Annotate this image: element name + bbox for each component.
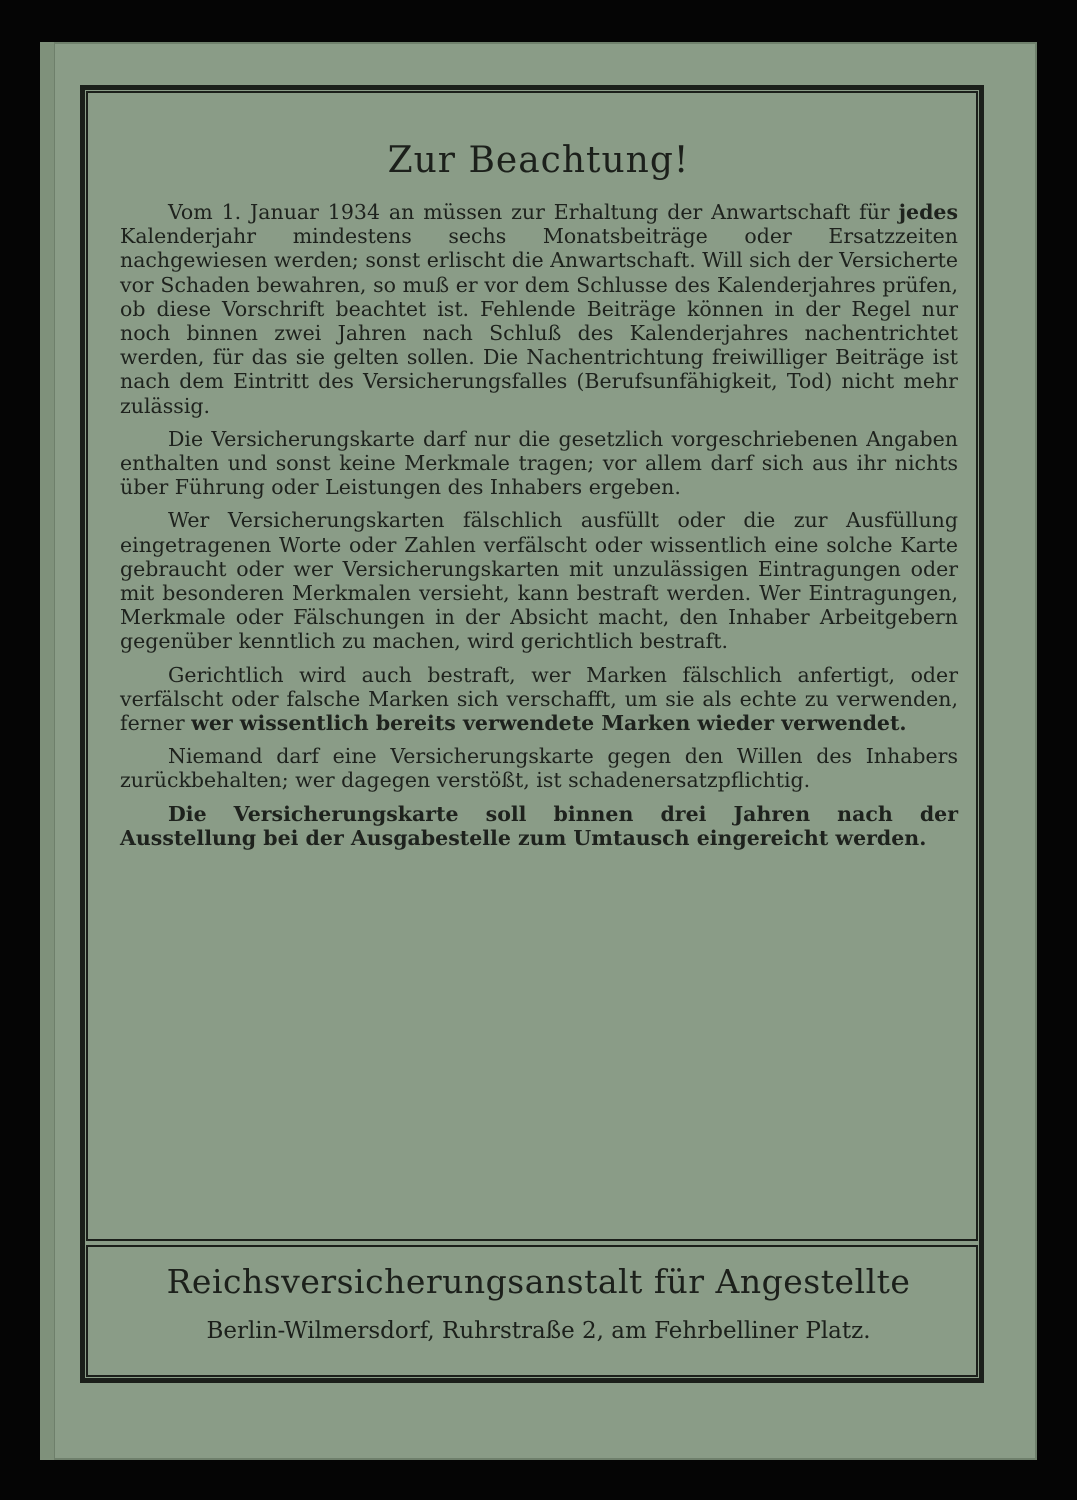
emphasis-text: wer wissentlich bereits verwendete Marken wieder verwendet.	[191, 711, 907, 736]
notice-body	[120, 200, 958, 859]
card-fold-edge	[40, 42, 55, 1460]
paragraph-angaben: Die Versicherungskarte darf nur die gesetzlich vorgeschriebenen Angaben enthalten und sonst keine Merkmale tragen; vor allem darf sich aus ihr nichts über Führung oder Leistungen des Inhabers ergeben.	[120, 426, 958, 500]
paragraph-anwartschaft	[120, 200, 958, 418]
institution-address: Berlin-Wilmersdorf, Ruhrstraße 2, am Fehrbelliner Platz.	[206, 1318, 871, 1344]
notice-title: Zur Beachtung!	[387, 140, 690, 181]
paragraph-umtausch: Die Versicherungskarte soll binnen drei Jahren nach der Ausstellung bei der Ausgabestelle zum Umtausch eingereicht werden.	[120, 801, 958, 850]
paragraph-faelschung: Wer Versicherungskarten fälschlich ausfüllt oder die zur Ausfüllung eingetragenen Worte oder Zahlen verfälscht oder wissentlich eine solche Karte gebraucht oder wer Versicherungskarten mit unzulässigen Eintragungen oder mit besonderen Merkmalen versieht, kann bestraft werden. Wer Eintragungen, Merkmale oder Fälschungen in der Absicht macht, den Inhaber Arbeitgebern gegenüber kenntlich zu machen, wird gerichtlich bestraft.	[120, 508, 958, 654]
paragraph-text: Gerichtlich wird auch bestraft, wer Marken fälschlich anfertigt, oder verfälscht oder falsche Marken sich verschafft, um sie als echte zu verwenden, ferner	[120, 662, 958, 736]
paragraph-zurueckbehalten: Niemand darf eine Versicherungskarte gegen den Willen des Inhabers zurückbehalten; wer dagegen verstößt, ist schadenersatzpflichtig.	[120, 744, 958, 793]
paragraph-text: Vom 1. Januar 1934 an müssen zur Erhaltung der Anwartschaft für	[168, 200, 899, 224]
paragraph-marken	[120, 663, 958, 736]
institution-name: Reichsversicherungsanstalt für Angestellte	[166, 1262, 911, 1301]
emphasis-text: jedes	[898, 200, 958, 224]
paragraph-text: Kalenderjahr mindestens sechs Monatsbeiträge oder Ersatzzeiten nachgewiesen werden; sonst erlischt die Anwartschaft. Will sich der Versicherte vor Schaden bewahren, so muß er vor dem Schlusse des Kalenderjahres prüfen, ob diese Vorschrift beachtet ist. Fehlende Beiträge können in der Regel nur noch binnen zwei Jahren nach Schluß des Kalenderjahres nachentrichtet werden, für das sie gelten sollen. Die Nachentrichtung freiwilliger Beiträge ist nach dem Eintritt des Versicherungsfalles (Berufsunfähigkeit, Tod) nicht mehr zulässig.	[120, 224, 958, 418]
